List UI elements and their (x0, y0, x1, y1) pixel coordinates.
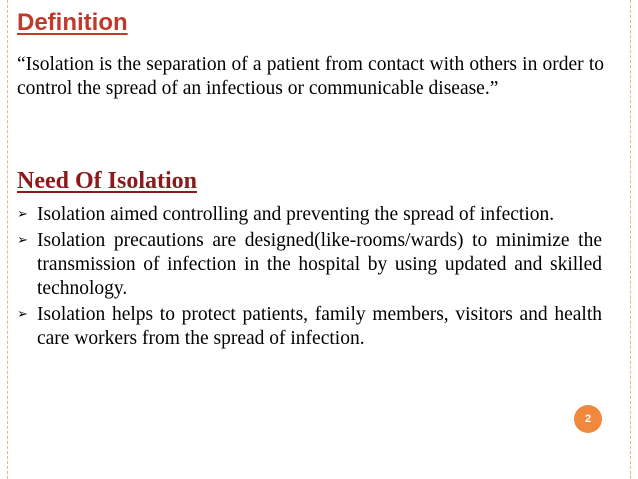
right-dashed-border (630, 0, 631, 479)
page-number-badge: 2 (574, 405, 602, 433)
bullet-list (17, 203, 602, 353)
definition-text: “Isolation is the separation of a patient from contact with others in order to control the spread of an infectious or communicable disease.” (17, 54, 604, 99)
bullet-text: Isolation aimed controlling and preventing the spread of infection. (37, 204, 555, 225)
left-dashed-border (7, 0, 8, 479)
arrow-bullet-icon: ➢ (17, 207, 28, 222)
bullet-text: Isolation helps to protect patients, family members, visitors and health care workers from the spread of infection. (37, 304, 602, 349)
bullet-item (17, 229, 602, 301)
bullet-text: Isolation precautions are designed(like-rooms/wards) to minimize the transmission of infection in the hospital by using updated and skilled technology. (37, 230, 602, 299)
definition-heading: Definition (17, 9, 128, 36)
bullet-item (17, 303, 602, 351)
need-of-isolation-heading: Need Of Isolation (17, 168, 197, 194)
bullet-item (17, 203, 602, 227)
arrow-bullet-icon: ➢ (17, 307, 28, 322)
arrow-bullet-icon: ➢ (17, 233, 28, 248)
